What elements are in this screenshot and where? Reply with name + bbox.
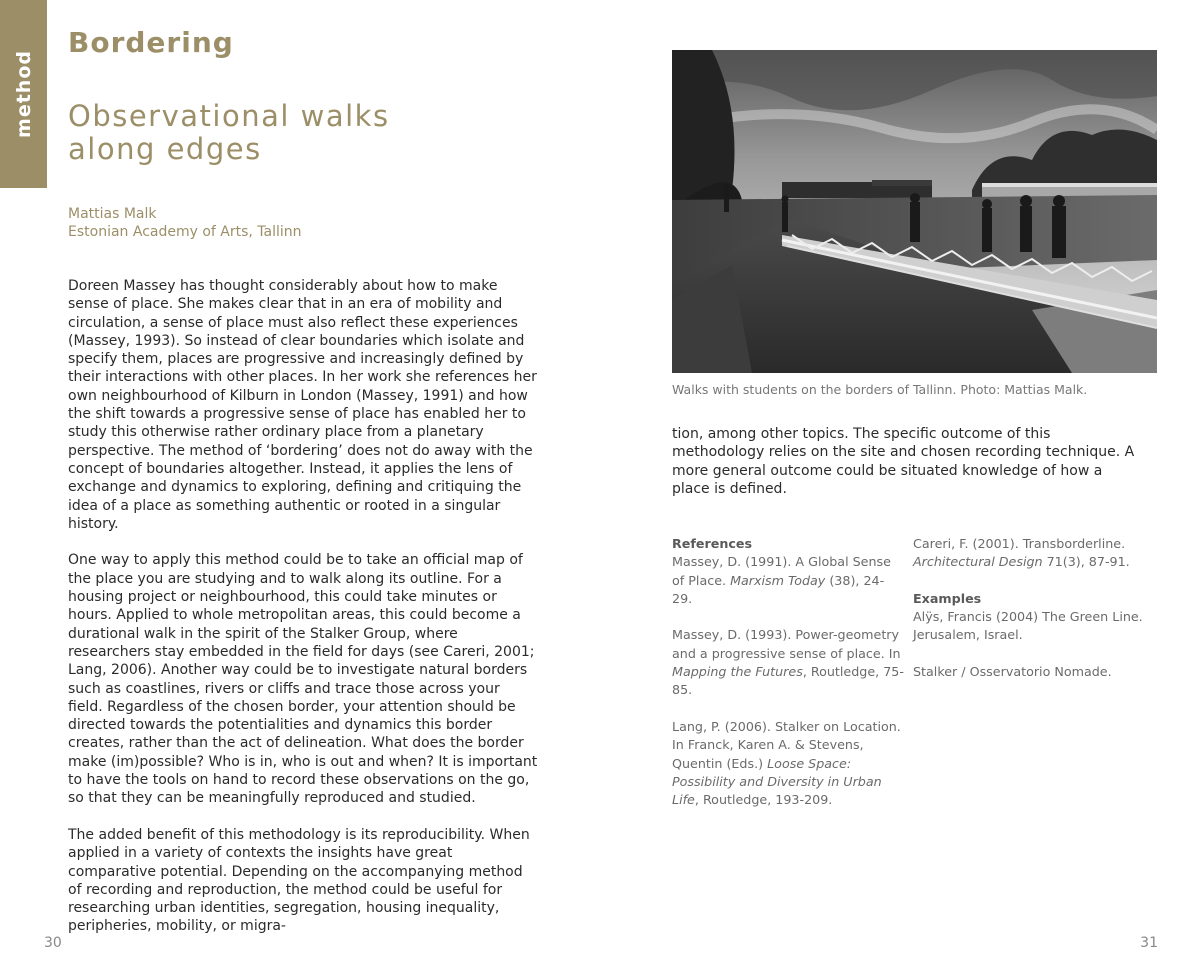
article-title-line-1: Observational walks	[68, 99, 390, 133]
author-affiliation: Estonian Academy of Arts, Tallinn	[68, 224, 302, 240]
photo-caption: Walks with students on the borders of Tallinn. Photo: Mattias Malk.	[672, 382, 1088, 397]
section-title: Bordering	[68, 26, 234, 59]
examples-heading: Examples	[913, 590, 982, 606]
example-item: Stalker / Osservatorio Nomade.	[913, 664, 1112, 680]
reference-item: Lang, P. (2006). Stalker on Location. In Franck, Karen A. & Stevens, Quentin (Eds.) Loose Space: Possibility and Diversity in Urban Life, Routledge, 193-209.	[672, 718, 901, 808]
references-block	[672, 535, 904, 809]
author-block	[68, 205, 302, 241]
method-tab	[0, 0, 47, 188]
bridge-photo	[672, 50, 1157, 373]
body-paragraph-2: One way to apply this method could be to take an official map of the place you are studying and to walk along its outline. For a housing project or neighbourhood, this could take minutes or hours. Applied to whole metropolitan areas, this could become a durational walk in the spirit of the Stalker Group, where researchers stay embedded in the field for days (see Careri, 2001; Lang, 2006). Another way could be to investigate natural borders such as coastlines, rivers or cliffs and trace those across your field. Regardless of the chosen border, your attention should be directed towards the potentialities and dynamics this border creates, rather than the act of delineation. What does the border make (im)possible? Who is in, who is out and when? It is important to have the tools on hand to record these observations on the go, so that they can be meaningfully reproduced and studied.	[68, 552, 538, 807]
reference-item: Massey, D. (1991). A Global Sense of Place. Marxism Today (38), 24-29.	[672, 554, 891, 606]
example-item: Alÿs, Francis (2004) The Green Line. Jerusalem, Israel.	[913, 609, 1143, 643]
method-tab-label: method	[12, 50, 35, 138]
references-continued	[913, 535, 1158, 681]
reference-item: Massey, D. (1993). Power-geometry and a progressive sense of place. In Mapping the Futures, Routledge, 75-85.	[672, 627, 904, 698]
right-body-paragraph: tion, among other topics. The specific outcome of this methodology relies on the site and chosen recording technique. A more general outcome could be situated knowledge of how a place is defined.	[672, 426, 1135, 497]
author-name: Mattias Malk	[68, 206, 157, 222]
page-number-left: 30	[44, 935, 62, 951]
body-paragraph-3: The added benefit of this methodology is its reproducibility. When applied in a variety of contexts the insights have great comparative potential. Depending on the accompanying method of recording and reproduction, the method could be useful for researching urban identities, segregation, housing inequality, peripheries, mobility, or migra-	[68, 826, 530, 935]
article-title-line-2: along edges	[68, 132, 262, 166]
page-number-right: 31	[1140, 935, 1158, 951]
left-body-text	[68, 277, 538, 936]
article-title	[68, 100, 488, 166]
reference-item: Careri, F. (2001). Transborderline. Architectural Design 71(3), 87-91.	[913, 536, 1130, 570]
body-paragraph-1: Doreen Massey has thought considerably about how to make sense of place. She makes clear that in an era of mobility and circulation, a sense of place must also reflect these experiences (Massey, 1993). So instead of clear boundaries which isolate and specify them, places are progressive and increasingly defined by their interactions with other places. In her work she references her own neighbourhood of Kilburn in London (Massey, 1991) and how the shift towards a progressive sense of place has enabled her to study this otherwise rather ordinary place from a planetary perspective. The method of ‘bordering’ does not do away with the concept of boundaries altogether. Instead, it applies the lens of exchange and dynamics to exploring, defining and critiquing the idea of a place as something authentic or rooted in a singular history.	[68, 278, 537, 532]
references-heading: References	[672, 536, 753, 551]
